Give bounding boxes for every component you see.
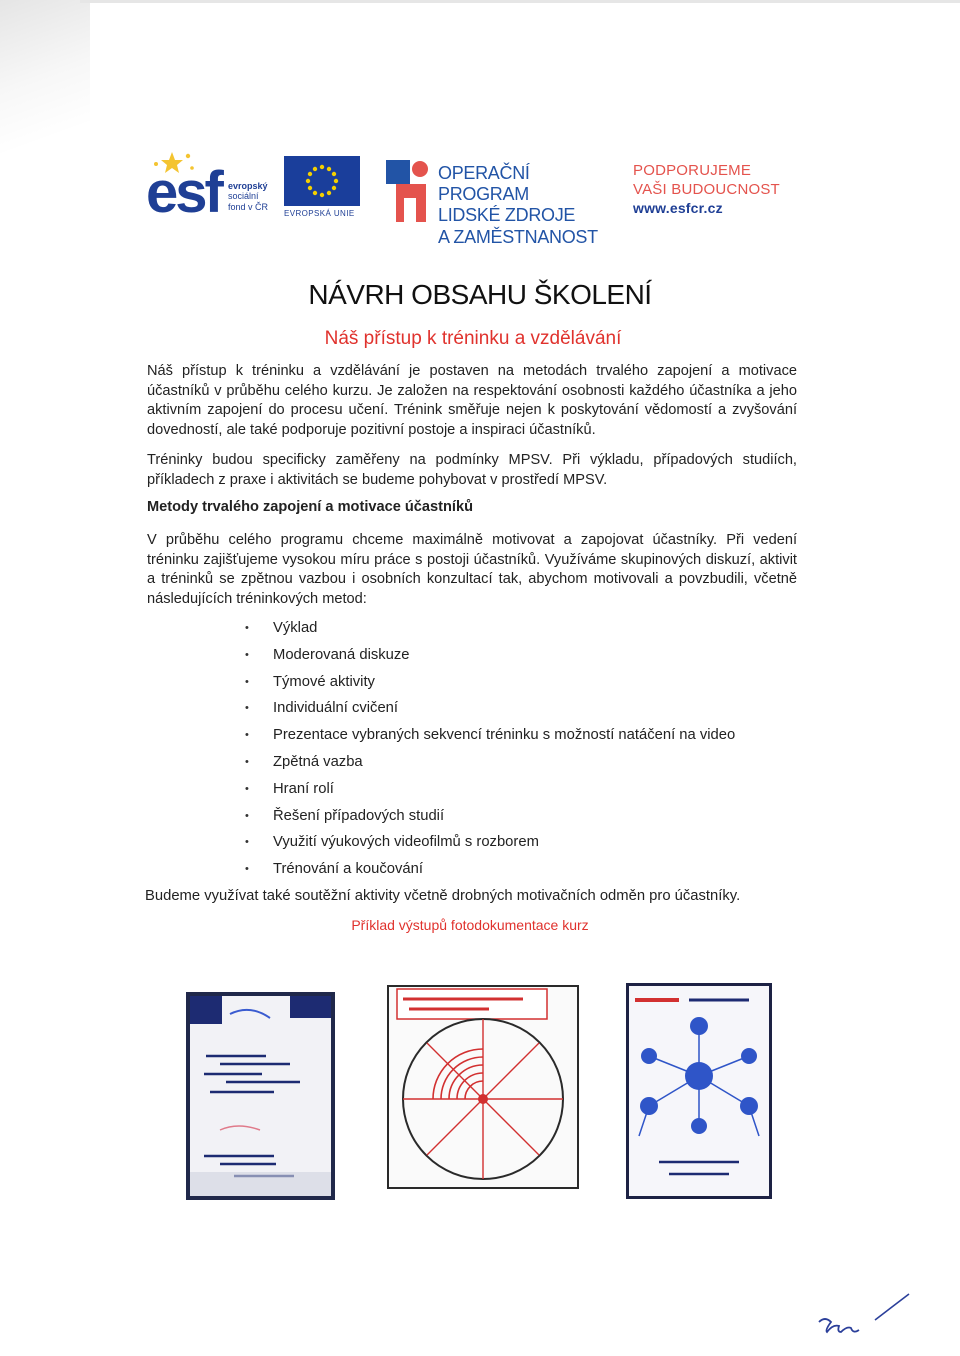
esf-logo: [146, 154, 278, 225]
list-item: • Výklad: [245, 618, 735, 645]
signature-mark: [815, 1290, 915, 1340]
op-program-name: OPERAČNÍ PROGRAM LIDSKÉ ZDROJE A ZAMĚSTNANOST: [438, 163, 598, 247]
list-item: • Zpětná vazba: [245, 752, 735, 779]
list-item: • Týmové aktivity: [245, 672, 735, 699]
website-link[interactable]: www.esfcr.cz: [633, 199, 723, 216]
scan-shadow: [0, 0, 90, 230]
flipchart-photo-2: [387, 985, 579, 1189]
esf-caption: evropský sociální fond v ČR: [228, 181, 269, 212]
photo-caption: Příklad výstupů fotodokumentace kurz: [351, 917, 589, 933]
esf-wordmark: esf: [146, 160, 221, 225]
eu-flag-icon: [284, 156, 360, 206]
op-figure-icon: [386, 156, 434, 226]
list-item: • Hraní rolí: [245, 779, 735, 806]
page-title: NÁVRH OBSAHU ŠKOLENÍ: [308, 279, 652, 310]
eu-stars-icon: [284, 156, 360, 206]
list-item: • Využití výukových videofilmů s rozborem: [245, 832, 735, 859]
eu-logo: [284, 156, 362, 222]
flipchart-photo-1: [186, 992, 335, 1200]
header-logos: [146, 150, 796, 247]
intro-paragraph: Náš přístup k tréninku a vzdělávání je postaven na metodách trvalého zapojení a motivace účastníků v průběhu celého kurzu. Je založen na respektování osobnosti každého účastníka a jeho aktivním zapojení do procesu učení. Trénink směřuje nejen k poskytování vědomostí a zvyšování dovedností, ale také podporuje pozitivní postoje a inspiraci účastníků.: [147, 363, 797, 438]
methods-list: [245, 618, 735, 886]
eu-label: EVROPSKÁ UNIE: [284, 209, 355, 218]
handwritten-notes-image: [190, 996, 331, 1196]
list-item: • Prezentace vybraných sekvencí tréninku s možností natáčení na video: [245, 725, 735, 752]
mind-map-image: [629, 986, 769, 1196]
scan-edge: [80, 0, 960, 3]
list-item: • Řešení případových studií: [245, 806, 735, 833]
op-logo: [386, 154, 616, 247]
list-item: • Trénování a koučování: [245, 859, 735, 886]
methods-intro-paragraph: V průběhu celého programu chceme maximálně motivovat a zapojovat účastníky. Při vedení tréninku zajišťujeme vysokou míru práce s postoji účastníků. Využíváme skupinových diskuzí, aktivit a tréninků se zpětnou vazbou i osobních konzultací tak, abychom motivovali a povzbudili, včetně následujících tréninkových metod:: [147, 532, 797, 607]
circle-diagram-image: [389, 987, 577, 1187]
flipchart-photo-3: [626, 983, 772, 1199]
list-item: • Moderovaná diskuze: [245, 645, 735, 672]
methods-heading: Metody trvalého zapojení a motivace účastníků: [147, 499, 474, 515]
list-item: • Individuální cvičení: [245, 698, 735, 725]
focus-paragraph: Tréninky budou specificky zaměřeny na podmínky MPSV. Při výkladu, případových studiích, příkladech z praxe i aktivitách se budeme pohybovat v prostředí MPSV.: [147, 452, 797, 488]
support-slogan: PODPORUJEME VAŠI BUDOUCNOST www.esfcr.cz: [633, 162, 780, 216]
closing-paragraph: Budeme využívat také soutěžní aktivity včetně drobných motivačních odměn pro účastníky.: [145, 888, 741, 904]
subtitle: Náš přístup k tréninku a vzdělávání: [324, 328, 622, 349]
